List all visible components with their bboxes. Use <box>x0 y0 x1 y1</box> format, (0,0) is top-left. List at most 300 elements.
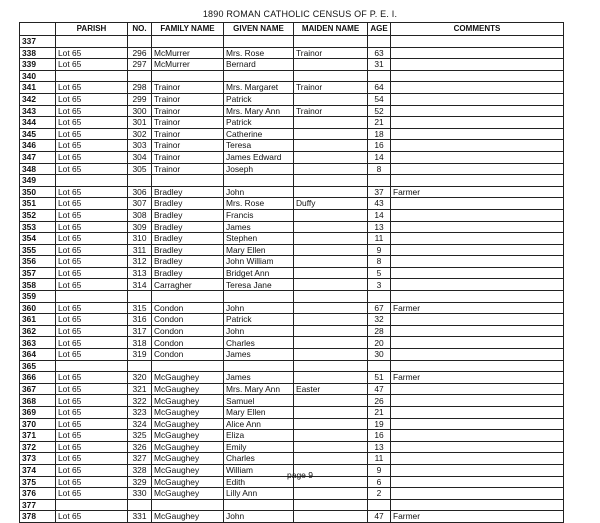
given-name-cell: Eliza <box>224 430 294 442</box>
row-number-cell: 344 <box>20 117 56 129</box>
age-cell: 21 <box>368 117 391 129</box>
family-name-cell: Trainor <box>152 140 224 152</box>
comments-cell: Farmer <box>391 511 564 523</box>
given-name-cell: Bernard <box>224 59 294 71</box>
maiden-name-cell <box>294 360 368 372</box>
given-name-cell: James <box>224 221 294 233</box>
age-cell: 21 <box>368 407 391 419</box>
given-name-cell: Mrs. Margaret <box>224 82 294 94</box>
table-row <box>20 186 564 198</box>
age-cell: 47 <box>368 383 391 395</box>
parish-cell: Lot 65 <box>56 279 128 291</box>
record-number-cell: 296 <box>128 47 152 59</box>
record-number-cell: 302 <box>128 128 152 140</box>
table-row <box>20 233 564 245</box>
comments-cell <box>391 36 564 48</box>
comments-cell <box>391 349 564 361</box>
row-number-cell: 339 <box>20 59 56 71</box>
age-cell: 43 <box>368 198 391 210</box>
given-name-cell: John <box>224 325 294 337</box>
comments-cell: Farmer <box>391 302 564 314</box>
table-row <box>20 82 564 94</box>
family-name-cell: McGaughey <box>152 453 224 465</box>
maiden-name-cell <box>294 511 368 523</box>
age-cell: 18 <box>368 128 391 140</box>
comments-cell <box>391 93 564 105</box>
header-no: NO. <box>128 23 152 36</box>
family-name-cell: Trainor <box>152 105 224 117</box>
parish-cell: Lot 65 <box>56 476 128 488</box>
row-number-cell: 374 <box>20 464 56 476</box>
maiden-name-cell <box>294 209 368 221</box>
age-cell: 11 <box>368 453 391 465</box>
row-number-cell: 362 <box>20 325 56 337</box>
row-number-cell: 364 <box>20 349 56 361</box>
maiden-name-cell <box>294 418 368 430</box>
comments-cell <box>391 499 564 511</box>
record-number-cell: 314 <box>128 279 152 291</box>
table-row <box>20 418 564 430</box>
age-cell: 9 <box>368 244 391 256</box>
family-name-cell: McGaughey <box>152 441 224 453</box>
age-cell: 64 <box>368 82 391 94</box>
age-cell: 5 <box>368 267 391 279</box>
table-row <box>20 453 564 465</box>
parish-cell: Lot 65 <box>56 325 128 337</box>
table-row <box>20 349 564 361</box>
table-row <box>20 499 564 511</box>
record-number-cell <box>128 36 152 48</box>
maiden-name-cell <box>294 337 368 349</box>
header-parish: PARISH <box>56 23 128 36</box>
comments-cell <box>391 70 564 82</box>
given-name-cell <box>224 360 294 372</box>
maiden-name-cell <box>294 59 368 71</box>
family-name-cell: McMurrer <box>152 59 224 71</box>
age-cell <box>368 360 391 372</box>
given-name-cell: Patrick <box>224 117 294 129</box>
record-number-cell: 305 <box>128 163 152 175</box>
record-number-cell: 307 <box>128 198 152 210</box>
maiden-name-cell: Easter <box>294 383 368 395</box>
family-name-cell: Bradley <box>152 233 224 245</box>
comments-cell <box>391 267 564 279</box>
record-number-cell: 331 <box>128 511 152 523</box>
parish-cell: Lot 65 <box>56 407 128 419</box>
age-cell: 67 <box>368 302 391 314</box>
given-name-cell: William <box>224 464 294 476</box>
family-name-cell: McGaughey <box>152 464 224 476</box>
age-cell: 47 <box>368 511 391 523</box>
maiden-name-cell <box>294 372 368 384</box>
parish-cell <box>56 70 128 82</box>
age-cell: 13 <box>368 441 391 453</box>
record-number-cell: 328 <box>128 464 152 476</box>
row-number-cell: 371 <box>20 430 56 442</box>
given-name-cell: Stephen <box>224 233 294 245</box>
family-name-cell: McGaughey <box>152 407 224 419</box>
comments-cell <box>391 383 564 395</box>
given-name-cell <box>224 36 294 48</box>
parish-cell: Lot 65 <box>56 186 128 198</box>
record-number-cell: 320 <box>128 372 152 384</box>
maiden-name-cell <box>294 279 368 291</box>
maiden-name-cell <box>294 244 368 256</box>
age-cell: 16 <box>368 430 391 442</box>
comments-cell <box>391 453 564 465</box>
maiden-name-cell <box>294 70 368 82</box>
age-cell: 54 <box>368 93 391 105</box>
parish-cell: Lot 65 <box>56 314 128 326</box>
row-number-cell: 377 <box>20 499 56 511</box>
given-name-cell: John <box>224 302 294 314</box>
comments-cell <box>391 256 564 268</box>
family-name-cell: Bradley <box>152 244 224 256</box>
header-given-name: GIVEN NAME <box>224 23 294 36</box>
age-cell: 14 <box>368 209 391 221</box>
row-number-cell: 357 <box>20 267 56 279</box>
maiden-name-cell <box>294 117 368 129</box>
row-number-cell: 370 <box>20 418 56 430</box>
row-number-cell: 341 <box>20 82 56 94</box>
row-number-cell: 343 <box>20 105 56 117</box>
row-number-cell: 345 <box>20 128 56 140</box>
comments-cell <box>391 209 564 221</box>
header-rownum <box>20 23 56 36</box>
record-number-cell: 324 <box>128 418 152 430</box>
age-cell: 8 <box>368 163 391 175</box>
table-row <box>20 244 564 256</box>
comments-cell <box>391 430 564 442</box>
row-number-cell: 365 <box>20 360 56 372</box>
given-name-cell: James <box>224 372 294 384</box>
row-number-cell: 363 <box>20 337 56 349</box>
row-number-cell: 358 <box>20 279 56 291</box>
age-cell: 6 <box>368 476 391 488</box>
family-name-cell: Condon <box>152 349 224 361</box>
parish-cell: Lot 65 <box>56 418 128 430</box>
comments-cell: Farmer <box>391 372 564 384</box>
row-number-cell: 367 <box>20 383 56 395</box>
table-row <box>20 325 564 337</box>
given-name-cell: Mrs. Mary Ann <box>224 105 294 117</box>
family-name-cell <box>152 291 224 303</box>
comments-cell <box>391 59 564 71</box>
age-cell: 63 <box>368 47 391 59</box>
maiden-name-cell <box>294 325 368 337</box>
comments-cell <box>391 407 564 419</box>
parish-cell: Lot 65 <box>56 337 128 349</box>
row-number-cell: 348 <box>20 163 56 175</box>
maiden-name-cell <box>294 175 368 187</box>
age-cell <box>368 499 391 511</box>
age-cell <box>368 175 391 187</box>
comments-cell <box>391 418 564 430</box>
parish-cell: Lot 65 <box>56 221 128 233</box>
maiden-name-cell <box>294 302 368 314</box>
record-number-cell: 303 <box>128 140 152 152</box>
row-number-cell: 353 <box>20 221 56 233</box>
maiden-name-cell <box>294 267 368 279</box>
age-cell <box>368 36 391 48</box>
parish-cell: Lot 65 <box>56 93 128 105</box>
row-number-cell: 338 <box>20 47 56 59</box>
table-row <box>20 395 564 407</box>
age-cell: 30 <box>368 349 391 361</box>
given-name-cell: Samuel <box>224 395 294 407</box>
row-number-cell: 369 <box>20 407 56 419</box>
table-row <box>20 314 564 326</box>
parish-cell: Lot 65 <box>56 488 128 500</box>
record-number-cell: 329 <box>128 476 152 488</box>
parish-cell: Lot 65 <box>56 372 128 384</box>
maiden-name-cell <box>294 36 368 48</box>
given-name-cell: Patrick <box>224 93 294 105</box>
record-number-cell: 300 <box>128 105 152 117</box>
record-number-cell: 311 <box>128 244 152 256</box>
maiden-name-cell <box>294 233 368 245</box>
comments-cell <box>391 47 564 59</box>
row-number-cell: 360 <box>20 302 56 314</box>
row-number-cell: 351 <box>20 198 56 210</box>
given-name-cell: Teresa <box>224 140 294 152</box>
maiden-name-cell <box>294 163 368 175</box>
comments-cell <box>391 488 564 500</box>
parish-cell: Lot 65 <box>56 453 128 465</box>
record-number-cell <box>128 70 152 82</box>
parish-cell: Lot 65 <box>56 383 128 395</box>
maiden-name-cell: Trainor <box>294 47 368 59</box>
parish-cell: Lot 65 <box>56 198 128 210</box>
given-name-cell: Francis <box>224 209 294 221</box>
census-table <box>19 22 564 523</box>
record-number-cell: 330 <box>128 488 152 500</box>
maiden-name-cell <box>294 221 368 233</box>
record-number-cell <box>128 291 152 303</box>
parish-cell: Lot 65 <box>56 163 128 175</box>
table-row <box>20 511 564 523</box>
header-row <box>20 23 564 36</box>
family-name-cell <box>152 70 224 82</box>
header-maiden-name: MAIDEN NAME <box>294 23 368 36</box>
comments-cell <box>391 395 564 407</box>
comments-cell <box>391 163 564 175</box>
family-name-cell: Bradley <box>152 267 224 279</box>
row-number-cell: 373 <box>20 453 56 465</box>
comments-cell <box>391 175 564 187</box>
given-name-cell: Mary Ellen <box>224 244 294 256</box>
table-row <box>20 279 564 291</box>
comments-cell <box>391 151 564 163</box>
age-cell: 51 <box>368 372 391 384</box>
given-name-cell: Edith <box>224 476 294 488</box>
comments-cell <box>391 128 564 140</box>
header-family-name: FAMILY NAME <box>152 23 224 36</box>
record-number-cell: 298 <box>128 82 152 94</box>
family-name-cell <box>152 499 224 511</box>
table-row <box>20 209 564 221</box>
table-row <box>20 372 564 384</box>
parish-cell: Lot 65 <box>56 256 128 268</box>
comments-cell <box>391 279 564 291</box>
parish-cell: Lot 65 <box>56 209 128 221</box>
parish-cell: Lot 65 <box>56 464 128 476</box>
record-number-cell: 318 <box>128 337 152 349</box>
row-number-cell: 340 <box>20 70 56 82</box>
table-row <box>20 291 564 303</box>
age-cell: 16 <box>368 140 391 152</box>
parish-cell: Lot 65 <box>56 105 128 117</box>
age-cell: 32 <box>368 314 391 326</box>
family-name-cell: Bradley <box>152 186 224 198</box>
given-name-cell: Mrs. Rose <box>224 198 294 210</box>
parish-cell: Lot 65 <box>56 59 128 71</box>
record-number-cell: 301 <box>128 117 152 129</box>
record-number-cell: 308 <box>128 209 152 221</box>
table-row <box>20 441 564 453</box>
parish-cell <box>56 499 128 511</box>
row-number-cell: 356 <box>20 256 56 268</box>
table-row <box>20 256 564 268</box>
given-name-cell <box>224 499 294 511</box>
age-cell: 8 <box>368 256 391 268</box>
parish-cell: Lot 65 <box>56 140 128 152</box>
family-name-cell: Trainor <box>152 82 224 94</box>
given-name-cell: Mrs. Mary Ann <box>224 383 294 395</box>
record-number-cell: 312 <box>128 256 152 268</box>
given-name-cell: James Edward <box>224 151 294 163</box>
table-row <box>20 163 564 175</box>
table-row <box>20 198 564 210</box>
parish-cell <box>56 175 128 187</box>
parish-cell: Lot 65 <box>56 47 128 59</box>
row-number-cell: 376 <box>20 488 56 500</box>
parish-cell: Lot 65 <box>56 128 128 140</box>
age-cell: 37 <box>368 186 391 198</box>
given-name-cell: Mrs. Rose <box>224 47 294 59</box>
table-row <box>20 70 564 82</box>
given-name-cell: Catherine <box>224 128 294 140</box>
maiden-name-cell <box>294 499 368 511</box>
family-name-cell <box>152 36 224 48</box>
age-cell: 9 <box>368 464 391 476</box>
table-row <box>20 36 564 48</box>
maiden-name-cell: Trainor <box>294 82 368 94</box>
row-number-cell: 354 <box>20 233 56 245</box>
row-number-cell: 361 <box>20 314 56 326</box>
parish-cell: Lot 65 <box>56 441 128 453</box>
comments-cell <box>391 360 564 372</box>
maiden-name-cell <box>294 488 368 500</box>
parish-cell: Lot 65 <box>56 151 128 163</box>
row-number-cell: 350 <box>20 186 56 198</box>
comments-cell <box>391 117 564 129</box>
table-row <box>20 47 564 59</box>
family-name-cell: McGaughey <box>152 430 224 442</box>
maiden-name-cell <box>294 151 368 163</box>
parish-cell: Lot 65 <box>56 244 128 256</box>
given-name-cell: Patrick <box>224 314 294 326</box>
family-name-cell: McGaughey <box>152 418 224 430</box>
comments-cell <box>391 244 564 256</box>
record-number-cell: 322 <box>128 395 152 407</box>
table-row <box>20 175 564 187</box>
family-name-cell: Trainor <box>152 163 224 175</box>
maiden-name-cell <box>294 349 368 361</box>
family-name-cell: Trainor <box>152 117 224 129</box>
maiden-name-cell <box>294 395 368 407</box>
maiden-name-cell <box>294 93 368 105</box>
comments-cell <box>391 198 564 210</box>
record-number-cell <box>128 360 152 372</box>
maiden-name-cell <box>294 186 368 198</box>
comments-cell <box>391 337 564 349</box>
table-row <box>20 337 564 349</box>
family-name-cell: McMurrer <box>152 47 224 59</box>
family-name-cell: McGaughey <box>152 383 224 395</box>
record-number-cell <box>128 175 152 187</box>
parish-cell: Lot 65 <box>56 511 128 523</box>
given-name-cell: Bridget Ann <box>224 267 294 279</box>
comments-cell <box>391 233 564 245</box>
given-name-cell <box>224 175 294 187</box>
family-name-cell: McGaughey <box>152 476 224 488</box>
table-row <box>20 93 564 105</box>
comments-cell <box>391 82 564 94</box>
parish-cell <box>56 360 128 372</box>
record-number-cell: 315 <box>128 302 152 314</box>
table-row <box>20 59 564 71</box>
page-title: 1890 ROMAN CATHOLIC CENSUS OF P. E. I. <box>202 9 398 19</box>
census-body <box>20 36 564 523</box>
table-row <box>20 407 564 419</box>
family-name-cell: Condon <box>152 314 224 326</box>
given-name-cell <box>224 291 294 303</box>
age-cell: 3 <box>368 279 391 291</box>
family-name-cell: McGaughey <box>152 372 224 384</box>
table-row <box>20 128 564 140</box>
maiden-name-cell <box>294 128 368 140</box>
record-number-cell: 306 <box>128 186 152 198</box>
parish-cell: Lot 65 <box>56 267 128 279</box>
parish-cell: Lot 65 <box>56 430 128 442</box>
family-name-cell: Condon <box>152 302 224 314</box>
age-cell <box>368 291 391 303</box>
comments-cell <box>391 291 564 303</box>
row-number-cell: 355 <box>20 244 56 256</box>
record-number-cell: 309 <box>128 221 152 233</box>
header-comments: COMMENTS <box>391 23 564 36</box>
given-name-cell: Alice Ann <box>224 418 294 430</box>
table-row <box>20 383 564 395</box>
table-row <box>20 117 564 129</box>
family-name-cell: McGaughey <box>152 395 224 407</box>
record-number-cell: 316 <box>128 314 152 326</box>
parish-cell: Lot 65 <box>56 117 128 129</box>
age-cell: 2 <box>368 488 391 500</box>
row-number-cell: 342 <box>20 93 56 105</box>
family-name-cell <box>152 360 224 372</box>
record-number-cell: 321 <box>128 383 152 395</box>
family-name-cell: Bradley <box>152 256 224 268</box>
record-number-cell: 299 <box>128 93 152 105</box>
maiden-name-cell <box>294 453 368 465</box>
row-number-cell: 352 <box>20 209 56 221</box>
family-name-cell: Trainor <box>152 93 224 105</box>
record-number-cell: 297 <box>128 59 152 71</box>
family-name-cell: Bradley <box>152 221 224 233</box>
maiden-name-cell: Trainor <box>294 105 368 117</box>
